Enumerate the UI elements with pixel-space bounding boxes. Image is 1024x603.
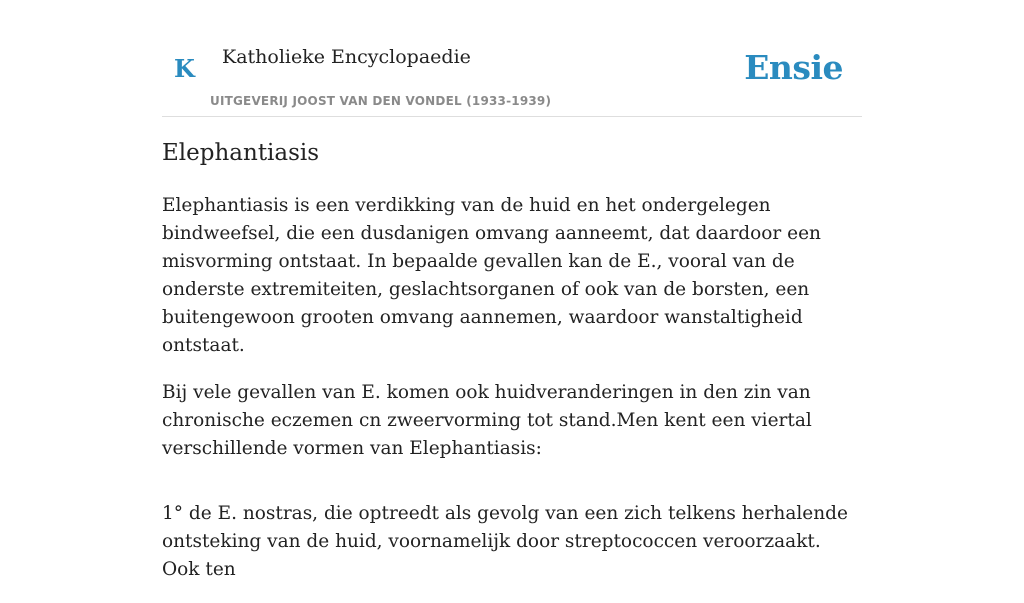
article-body — [162, 192, 862, 603]
site-header — [162, 0, 862, 117]
article-title: Elephantiasis — [162, 140, 320, 166]
article-paragraph: Elephantiasis is een verdikking van de huid en het ondergelegen bindweefsel, die een dusdanigen omvang aanneemt, dat daardoor een misvorming ontstaat. In bepaalde gevallen kan de E., vooral van de onderste extremiteiten, geslachtsorganen of ook van de borsten, een buitengewoon grooten omvang aannemen, waardoor wanstaltigheid ontstaat. — [162, 195, 821, 356]
article-paragraph: 1° de E. nostras, die optreedt als gevolg van een zich telkens herhalende ontsteking van de huid, voornamelijk door streptococcen veroorzaakt. Ook ten — [162, 503, 848, 580]
logo-k[interactable]: K — [174, 54, 195, 83]
article-paragraph: Bij vele gevallen van E. komen ook huidveranderingen in den zin van chronische eczemen cn zweervorming tot stand.Men kent een viertal verschillende vormen van Elephantiasis: — [162, 382, 812, 459]
site-title-link[interactable]: Katholieke Encyclopaedie — [222, 46, 471, 68]
page-container — [162, 0, 862, 580]
ensie-brand-link[interactable]: Ensie — [744, 48, 843, 87]
publisher-label: UITGEVERIJ JOOST VAN DEN VONDEL (1933-1939) — [210, 94, 552, 108]
